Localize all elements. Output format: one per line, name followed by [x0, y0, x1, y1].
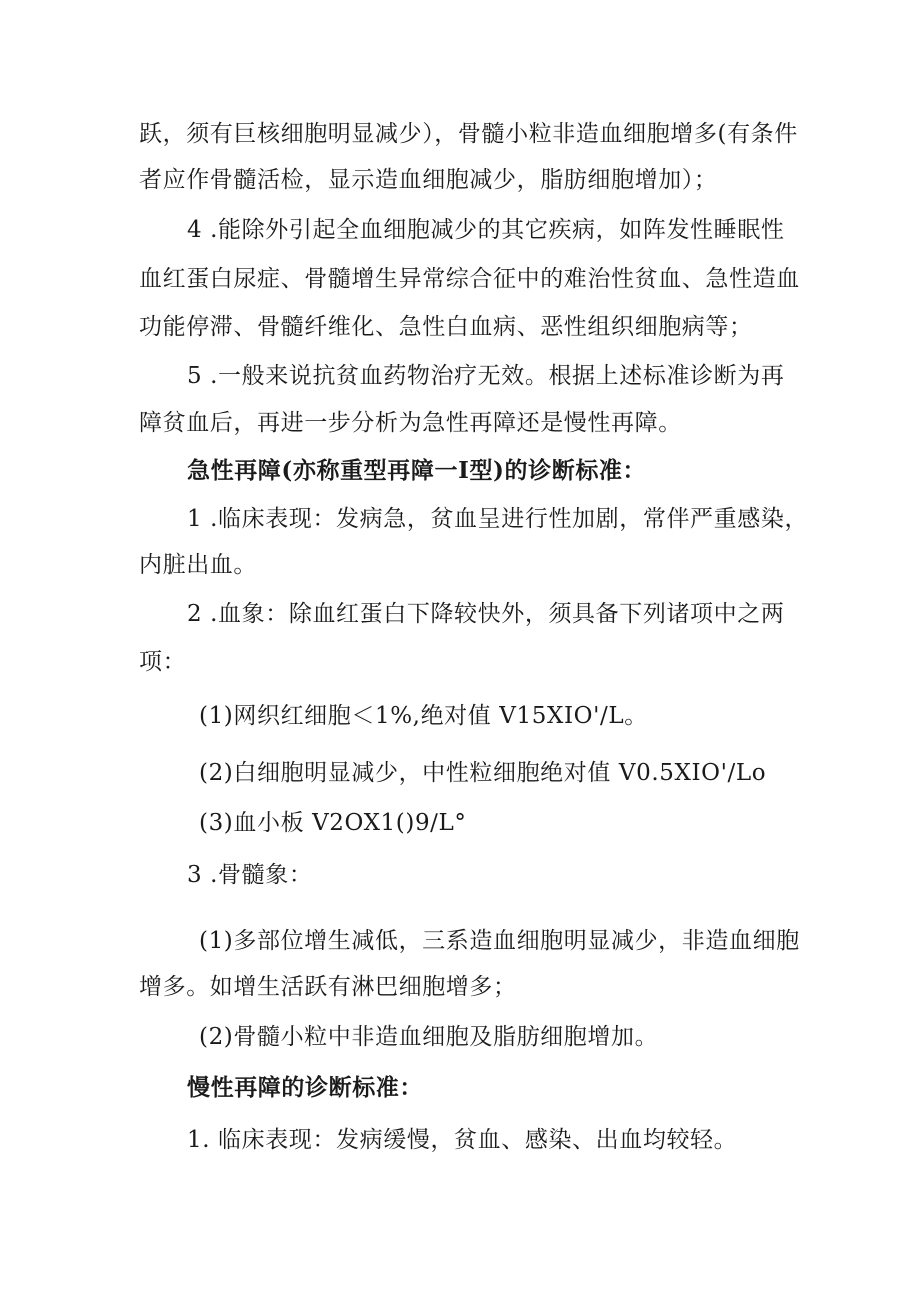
text-line: 1 .临床表现：发病急，贫血呈进行性加剧，常伴严重感染，	[187, 506, 809, 532]
list-item: (1)网织红细胞＜1%,绝对值 V15XIO'/L。	[199, 703, 648, 729]
text-line: 内脏出血。	[139, 552, 257, 578]
text-line: 障贫血后，再进一步分析为急性再障还是慢性再障。	[139, 410, 682, 436]
list-item: (2)白细胞明显减少，中性粒细胞绝对值 V0.5XIO'/Lo	[199, 760, 767, 786]
text-line: 2 .血象：除血红蛋白下降较快外，须具备下列诸项中之两	[187, 601, 785, 627]
text-line: 增多。如增生活跃有淋巴细胞增多；	[139, 974, 517, 1000]
text-line: 3 .骨髓象：	[187, 862, 313, 888]
list-item: (2)骨髓小粒中非造血细胞及脂肪细胞增加。	[199, 1024, 659, 1050]
text-line: 5 .一般来说抗贫血药物治疗无效。根据上述标准诊断为再	[187, 363, 785, 389]
text-line: 4 .能除外引起全血细胞减少的其它疾病，如阵发性睡眠性	[187, 217, 785, 243]
list-item: (1)多部位增生减低，三系造血细胞明显减少，非造血细胞	[199, 928, 800, 954]
text-line: 跃，须有巨核细胞明显减少），骨髓小粒非造血细胞增多(有条件	[139, 121, 798, 147]
text-line: 功能停滞、骨髓纤维化、急性白血病、恶性组织细胞病等；	[139, 314, 753, 340]
text-line: 项：	[139, 649, 187, 675]
text-line: 血红蛋白尿症、骨髓增生异常综合征中的难治性贫血、急性造血	[139, 266, 800, 292]
section-heading: 慢性再障的诊断标准：	[187, 1074, 423, 1101]
text-line: 1. 临床表现：发病缓慢，贫血、感染、出血均较轻。	[187, 1127, 738, 1153]
text-line: 者应作骨髓活检，显示造血细胞减少，脂肪细胞增加）；	[139, 167, 718, 193]
section-heading: 急性再障(亦称重型再障一Ⅰ型)的诊断标准：	[187, 457, 647, 484]
list-item: (3)血小板 V2OX1()9∕L°	[199, 810, 467, 836]
